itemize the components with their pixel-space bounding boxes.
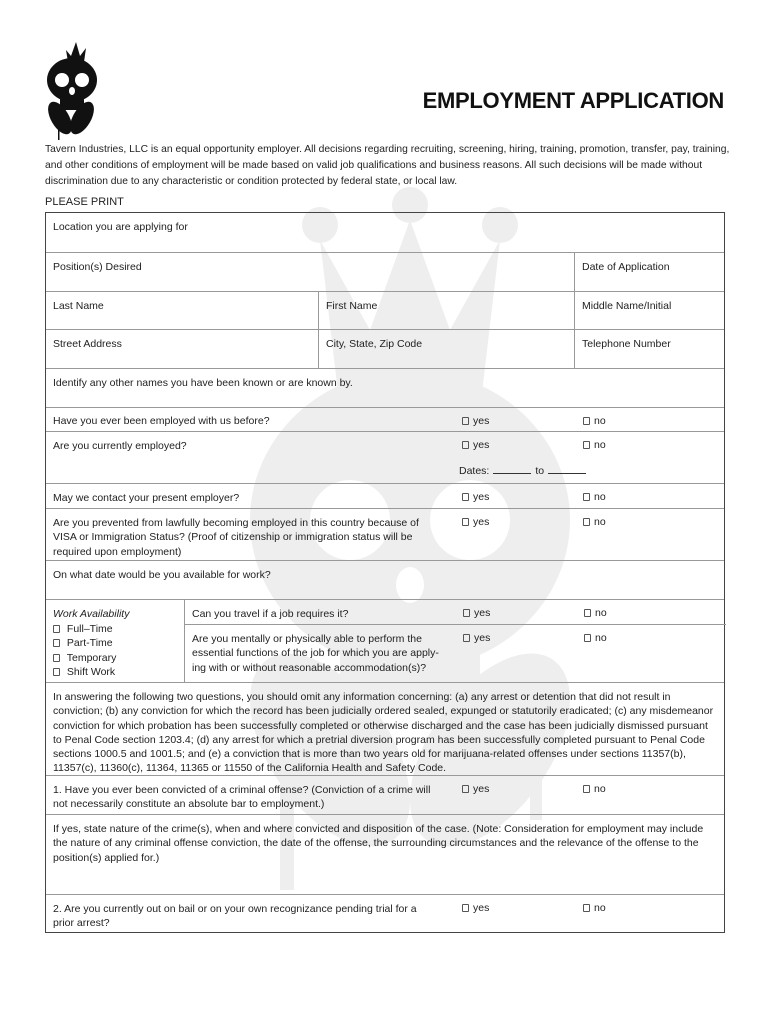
yes-checkbox[interactable] bbox=[462, 516, 489, 528]
checkbox-icon[interactable] bbox=[584, 609, 591, 617]
no-label: no bbox=[595, 607, 607, 619]
no-label: no bbox=[594, 516, 606, 528]
contact-employer-row bbox=[46, 483, 724, 508]
checkbox-icon[interactable] bbox=[583, 785, 590, 793]
last-name-field[interactable]: Last Name bbox=[53, 300, 104, 312]
date-to-blank[interactable] bbox=[548, 473, 586, 474]
eeo-statement: Tavern Industries, LLC is an equal opportunity employer. All decisions regarding recruiting, screening, hiring, training, promotion, transfer, pay, training, and other conditions of employment will be made based on valid job qualifications and business reasons. All such decisions will be made without discrimination due to any characteristic or condition protected by federal state, or local law. bbox=[45, 144, 730, 187]
no-checkbox[interactable] bbox=[583, 491, 606, 503]
address-row bbox=[46, 329, 724, 368]
street-address-field[interactable]: Street Address bbox=[53, 338, 122, 350]
yes-label: yes bbox=[473, 902, 490, 914]
yes-label: yes bbox=[473, 516, 490, 528]
disclaimer-row bbox=[46, 682, 724, 775]
yes-checkbox[interactable] bbox=[462, 491, 489, 503]
checkbox-icon[interactable] bbox=[584, 634, 591, 642]
immigration-row bbox=[46, 508, 724, 560]
no-checkbox[interactable] bbox=[583, 516, 606, 528]
question-label: May we contact your present employer? bbox=[53, 492, 240, 504]
other-names-field[interactable]: Identify any other names you have been known or are known by. bbox=[53, 377, 353, 389]
checkbox-icon[interactable] bbox=[53, 639, 60, 647]
date-of-application-field[interactable]: Date of Application bbox=[574, 253, 726, 291]
yes-checkbox[interactable] bbox=[462, 902, 489, 914]
checkbox-icon[interactable] bbox=[53, 654, 60, 662]
no-checkbox[interactable] bbox=[584, 632, 607, 644]
availability-date-row bbox=[46, 560, 724, 599]
no-checkbox[interactable] bbox=[583, 902, 606, 914]
question-label: 2. Are you currently out on bail or on your own recognizance pending trial for a prior arrest? bbox=[53, 903, 417, 930]
yes-label: yes bbox=[473, 491, 490, 503]
no-label: no bbox=[594, 902, 606, 914]
able-row bbox=[184, 624, 726, 683]
no-checkbox[interactable] bbox=[583, 783, 606, 795]
no-label: no bbox=[594, 783, 606, 795]
yes-checkbox[interactable] bbox=[462, 415, 489, 427]
conviction-row bbox=[46, 775, 724, 814]
yes-checkbox[interactable] bbox=[462, 439, 489, 451]
position-field[interactable]: Position(s) Desired bbox=[53, 261, 142, 273]
location-field[interactable]: Location you are applying for bbox=[53, 221, 188, 233]
checkbox-icon[interactable] bbox=[583, 441, 590, 449]
currently-employed-row bbox=[46, 431, 724, 483]
option-label: Part-Time bbox=[66, 637, 113, 649]
question-label: 1. Have you ever been convicted of a criminal offense? (Conviction of a crime will not necessarily constitute an absolute bar to employment.) bbox=[53, 784, 431, 811]
checkbox-icon[interactable] bbox=[53, 625, 60, 633]
option-part-time[interactable] bbox=[53, 636, 177, 651]
dates-label: Dates: bbox=[459, 465, 490, 477]
skull-crown-logo bbox=[38, 36, 98, 140]
name-row bbox=[46, 291, 724, 329]
position-row bbox=[46, 252, 724, 291]
no-checkbox[interactable] bbox=[583, 415, 606, 427]
checkbox-icon[interactable] bbox=[583, 417, 590, 425]
yes-checkbox[interactable] bbox=[463, 632, 490, 644]
option-label: Temporary bbox=[66, 651, 117, 664]
conviction-details-field[interactable]: If yes, state nature of the crime(s), when and where convicted and disposition of the case. (Note: Consideration for employment may include the nature of any criminal offense conviction, the date of the offense, the surrounding circumstances and the relevance of the offense to the position(s) applied for.) bbox=[53, 823, 704, 864]
checkbox-icon[interactable] bbox=[462, 441, 469, 449]
employment-dates bbox=[459, 465, 590, 477]
checkbox-icon[interactable] bbox=[462, 904, 469, 912]
question-label: Have you ever been employed with us before? bbox=[53, 415, 270, 427]
bail-row bbox=[46, 894, 724, 933]
yes-label: yes bbox=[474, 632, 491, 644]
to-label: to bbox=[535, 465, 545, 477]
work-availability-label: Work Availability bbox=[53, 608, 130, 620]
employed-before-row bbox=[46, 407, 724, 431]
question-label: Can you travel if a job requires it? bbox=[192, 608, 349, 620]
no-label: no bbox=[594, 439, 606, 451]
checkbox-icon[interactable] bbox=[583, 518, 590, 526]
other-names-row bbox=[46, 368, 724, 407]
checkbox-icon[interactable] bbox=[462, 417, 469, 425]
checkbox-icon[interactable] bbox=[463, 609, 470, 617]
yes-label: yes bbox=[473, 439, 490, 451]
first-name-field[interactable]: First Name bbox=[318, 292, 574, 329]
middle-name-field[interactable]: Middle Name/Initial bbox=[574, 292, 726, 329]
option-label: Full–Time bbox=[66, 622, 113, 635]
no-checkbox[interactable] bbox=[583, 439, 606, 451]
availability-date-field[interactable]: On what date would be you available for work? bbox=[53, 569, 271, 581]
conviction-details-row bbox=[46, 814, 724, 894]
yes-label: yes bbox=[473, 415, 490, 427]
option-label: Shift Work bbox=[66, 666, 116, 678]
question-label: Are you prevented from lawfully becoming employed in this country because of VISA or Immigration Status? (Proof of citizenship or immigration status will be required upon employment) bbox=[53, 517, 419, 558]
checkbox-icon[interactable] bbox=[463, 634, 470, 642]
city-state-zip-field[interactable]: City, State, Zip Code bbox=[318, 330, 574, 368]
please-print-label: PLEASE PRINT bbox=[45, 196, 124, 208]
no-label: no bbox=[595, 632, 607, 644]
option-temporary[interactable] bbox=[53, 651, 177, 666]
travel-row bbox=[184, 600, 726, 624]
yes-checkbox[interactable] bbox=[463, 607, 490, 619]
no-label: no bbox=[594, 491, 606, 503]
yes-checkbox[interactable] bbox=[462, 783, 489, 795]
page-title: EMPLOYMENT APPLICATION bbox=[422, 88, 724, 113]
telephone-field[interactable]: Telephone Number bbox=[574, 330, 726, 368]
no-checkbox[interactable] bbox=[584, 607, 607, 619]
checkbox-icon[interactable] bbox=[53, 668, 60, 676]
disclaimer-text: In answering the following two questions, you should omit any information concerning: (a) any arrest or detention that did not result in conviction; (b) any conviction for which the record has been judicially ordered sealed, expunged or statutorily eradicated; (c) any misdemeanor conviction for which probation has been successfully completed or otherwise discharged and the case has been judicially dismissed pursuant to Penal Code section 1203.4; (d) any arrest for which a pretrial diversion program has been successfully completed pursuant to Penal Code sections 1000.5 and 1001.5; and (e) a conviction that is more than two years old for marijuana-related offenses under sections 11357(b), 11357(c), 11360(c), 11364, 11365 or 11550 of the California Health and Safety Code. bbox=[53, 691, 714, 775]
checkbox-icon[interactable] bbox=[462, 493, 469, 501]
checkbox-icon[interactable] bbox=[583, 493, 590, 501]
work-availability-row bbox=[46, 599, 724, 682]
question-label: Are you mentally or physically able to perform the essential functions of the job for which you are apply-ing with or without reasonable accommodation(s)? bbox=[192, 633, 439, 674]
option-shift-work[interactable] bbox=[53, 665, 177, 680]
date-from-blank[interactable] bbox=[493, 473, 531, 474]
question-label: Are you currently employed? bbox=[53, 440, 187, 452]
no-label: no bbox=[594, 415, 606, 427]
application-form bbox=[45, 212, 725, 933]
checkbox-icon[interactable] bbox=[462, 518, 469, 526]
checkbox-icon[interactable] bbox=[583, 904, 590, 912]
yes-label: yes bbox=[474, 607, 491, 619]
location-row[interactable] bbox=[46, 213, 724, 252]
work-availability-group bbox=[46, 600, 184, 682]
yes-label: yes bbox=[473, 783, 490, 795]
checkbox-icon[interactable] bbox=[462, 785, 469, 793]
option-full-time[interactable] bbox=[53, 622, 177, 637]
